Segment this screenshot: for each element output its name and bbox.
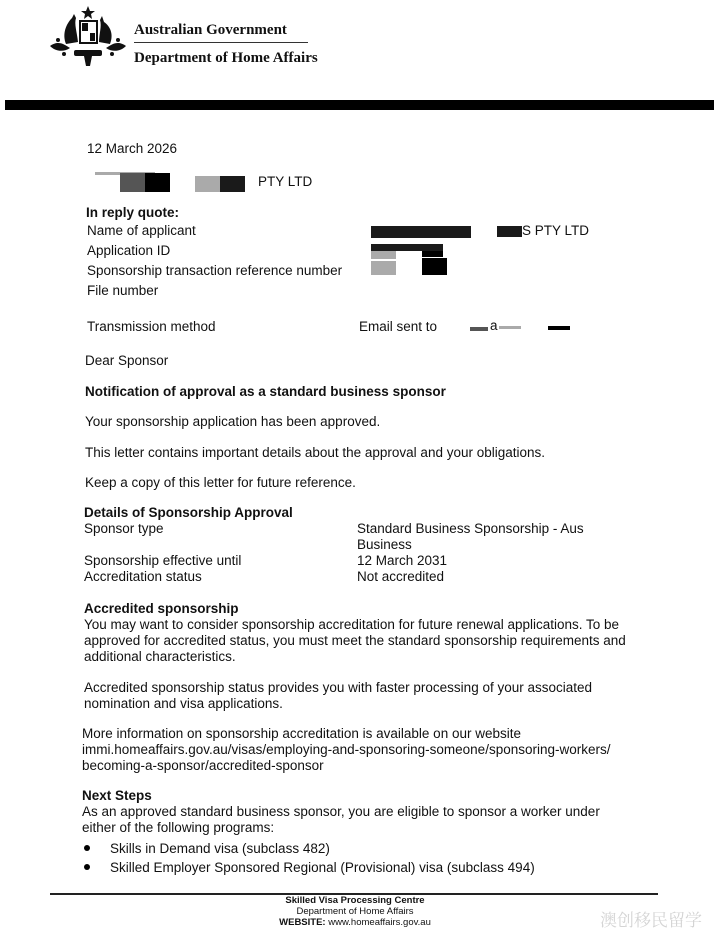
paragraph-approved: Your sponsorship application has been approved. xyxy=(85,414,381,429)
details-value-sponsor-type: Standard Business Sponsorship - Aus Business xyxy=(357,521,584,552)
details-label-accreditation: Accreditation status xyxy=(84,569,202,584)
redaction xyxy=(371,251,396,259)
reply-quote-heading: In reply quote: xyxy=(86,205,180,220)
program-item-494: Skilled Employer Sponsored Regional (Provisional) visa (subclass 494) xyxy=(110,860,535,875)
details-value-accreditation: Not accredited xyxy=(357,569,445,584)
bullet-icon xyxy=(84,864,90,870)
redaction xyxy=(371,261,396,275)
accreditation-url-cont[interactable]: becoming-a-sponsor/accredited-sponsor xyxy=(82,758,324,773)
accredited-paragraph-2: Accredited sponsorship status provides you with faster processing of your associated nomination and visa applications. xyxy=(84,680,593,711)
footer-website-label: WEBSITE: xyxy=(279,917,326,928)
redaction xyxy=(470,327,488,331)
redaction xyxy=(548,326,570,330)
transmission-label: Transmission method xyxy=(87,319,216,334)
header-divider xyxy=(134,42,308,43)
footer-centre: Skilled Visa Processing Centre xyxy=(285,895,425,906)
accredited-heading: Accredited sponsorship xyxy=(84,601,239,616)
redaction xyxy=(371,226,471,238)
coat-of-arms-icon xyxy=(44,4,132,70)
redaction xyxy=(120,173,145,192)
header-banner-bar xyxy=(5,100,714,110)
next-steps-intro: As an approved standard business sponsor, you are eligible to sponsor a worker under either of the following programs: xyxy=(82,804,600,835)
details-heading: Details of Sponsorship Approval xyxy=(84,505,293,520)
accredited-paragraph-1: You may want to consider sponsorship accreditation for future renewal applications. To be approved for accredited status, you must meet the standard sponsorship requirements and additional characteristics. xyxy=(84,617,626,664)
redaction xyxy=(371,244,443,251)
reply-label-transaction-ref: Sponsorship transaction reference number xyxy=(87,263,343,278)
redaction xyxy=(195,176,220,192)
details-label-effective-until: Sponsorship effective until xyxy=(84,553,242,568)
program-item-482: Skills in Demand visa (subclass 482) xyxy=(110,841,330,856)
redaction xyxy=(220,176,245,192)
footer-website-link[interactable]: www.homeaffairs.gov.au xyxy=(328,917,431,928)
paragraph-details: This letter contains important details about the approval and your obligations. xyxy=(85,445,546,460)
redaction xyxy=(422,258,447,275)
transmission-email: a xyxy=(490,318,498,333)
accreditation-url[interactable]: immi.homeaffairs.gov.au/visas/employing-and-sponsoring-someone/sponsoring-workers/ xyxy=(82,742,611,757)
letter-date: 12 March 2026 xyxy=(87,141,178,156)
header-government-name: Australian Government xyxy=(134,22,287,38)
reply-value-applicant: S PTY LTD xyxy=(522,223,590,238)
next-steps-heading: Next Steps xyxy=(82,788,152,803)
watermark: 澳创移民留学 xyxy=(600,911,702,931)
bullet-icon xyxy=(84,845,90,851)
reply-label-file-number: File number xyxy=(87,283,159,298)
redaction xyxy=(499,326,521,329)
salutation: Dear Sponsor xyxy=(85,353,169,368)
redaction xyxy=(145,173,170,192)
details-value-effective-until: 12 March 2031 xyxy=(357,553,448,568)
addressee-company: PTY LTD xyxy=(258,174,313,189)
redaction xyxy=(497,226,522,237)
footer-department: Department of Home Affairs xyxy=(296,906,414,917)
header-department-name: Department of Home Affairs xyxy=(134,50,318,66)
accredited-paragraph-3: More information on sponsorship accreditation is available on our website xyxy=(82,726,521,741)
reply-label-application-id: Application ID xyxy=(87,243,171,258)
redaction xyxy=(422,251,443,257)
letter-subject: Notification of approval as a standard business sponsor xyxy=(85,384,446,399)
reply-label-applicant: Name of applicant xyxy=(87,223,196,238)
transmission-method: Email sent to xyxy=(359,319,438,334)
footer-website-line xyxy=(200,917,510,928)
paragraph-keep-copy: Keep a copy of this letter for future reference. xyxy=(85,475,356,490)
details-label-sponsor-type: Sponsor type xyxy=(84,521,164,536)
footer-block xyxy=(200,895,510,928)
